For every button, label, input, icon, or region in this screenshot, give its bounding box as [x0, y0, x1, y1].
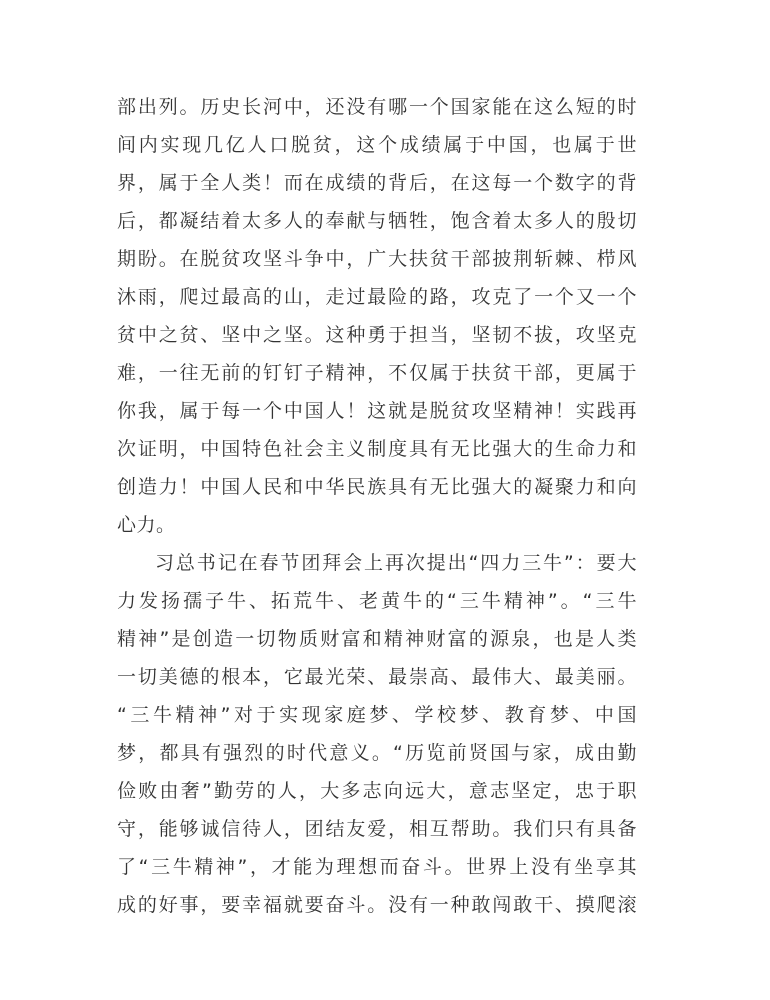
text-line: 后，都凝结着太多人的奉献与牺牲，饱含着太多人的殷切 [117, 210, 637, 232]
text-line: “三牛精神”对于实现家庭梦、学校梦、教育梦、中国 [117, 704, 637, 726]
paragraph-1 [117, 88, 637, 544]
paragraph-2 [117, 544, 637, 924]
text-line: 精神”是创造一切物质财富和精神财富的源泉，也是人类 [117, 628, 637, 650]
text-line: 期盼。在脱贫攻坚斗争中，广大扶贫干部披荆斩棘、栉风 [117, 248, 637, 270]
text-line: 成的好事，要幸福就要奋斗。没有一种敢闯敢干、摸爬滚 [117, 894, 637, 916]
text-line: 难，一往无前的钉钉子精神，不仅属于扶贫干部，更属于 [117, 362, 637, 384]
text-line: 守，能够诚信待人，团结友爱，相互帮助。我们只有具备 [117, 818, 637, 840]
text-line: 部出列。历史长河中，还没有哪一个国家能在这么短的时 [117, 96, 637, 118]
text-line: 习总书记在春节团拜会上再次提出“四力三牛”：要大 [155, 552, 637, 574]
text-line: 你我，属于每一个中国人！这就是脱贫攻坚精神！实践再 [117, 400, 637, 422]
text-line: 俭败由奢”勤劳的人，大多志向远大，意志坚定，忠于职 [117, 780, 637, 802]
text-line: 一切美德的根本，它最光荣、最崇高、最伟大、最美丽。 [117, 666, 637, 688]
text-line: 界，属于全人类！而在成绩的背后，在这每一个数字的背 [117, 172, 637, 194]
text-line: 贫中之贫、坚中之坚。这种勇于担当，坚韧不拔，攻坚克 [117, 324, 637, 346]
text-line: 力发扬孺子牛、拓荒牛、老黄牛的“三牛精神”。“三牛 [117, 590, 637, 612]
text-line: 创造力！中国人民和中华民族具有无比强大的凝聚力和向 [117, 476, 637, 498]
text-line: 了“三牛精神”，才能为理想而奋斗。世界上没有坐享其 [117, 856, 637, 878]
text-line: 次证明，中国特色社会主义制度具有无比强大的生命力和 [117, 438, 637, 460]
body-text [117, 88, 637, 924]
text-line: 心力。 [117, 514, 176, 536]
text-line: 间内实现几亿人口脱贫，这个成绩属于中国，也属于世 [117, 134, 637, 156]
text-line: 梦，都具有强烈的时代意义。“历览前贤国与家，成由勤 [117, 742, 637, 764]
text-line: 沐雨，爬过最高的山，走过最险的路，攻克了一个又一个 [117, 286, 637, 308]
